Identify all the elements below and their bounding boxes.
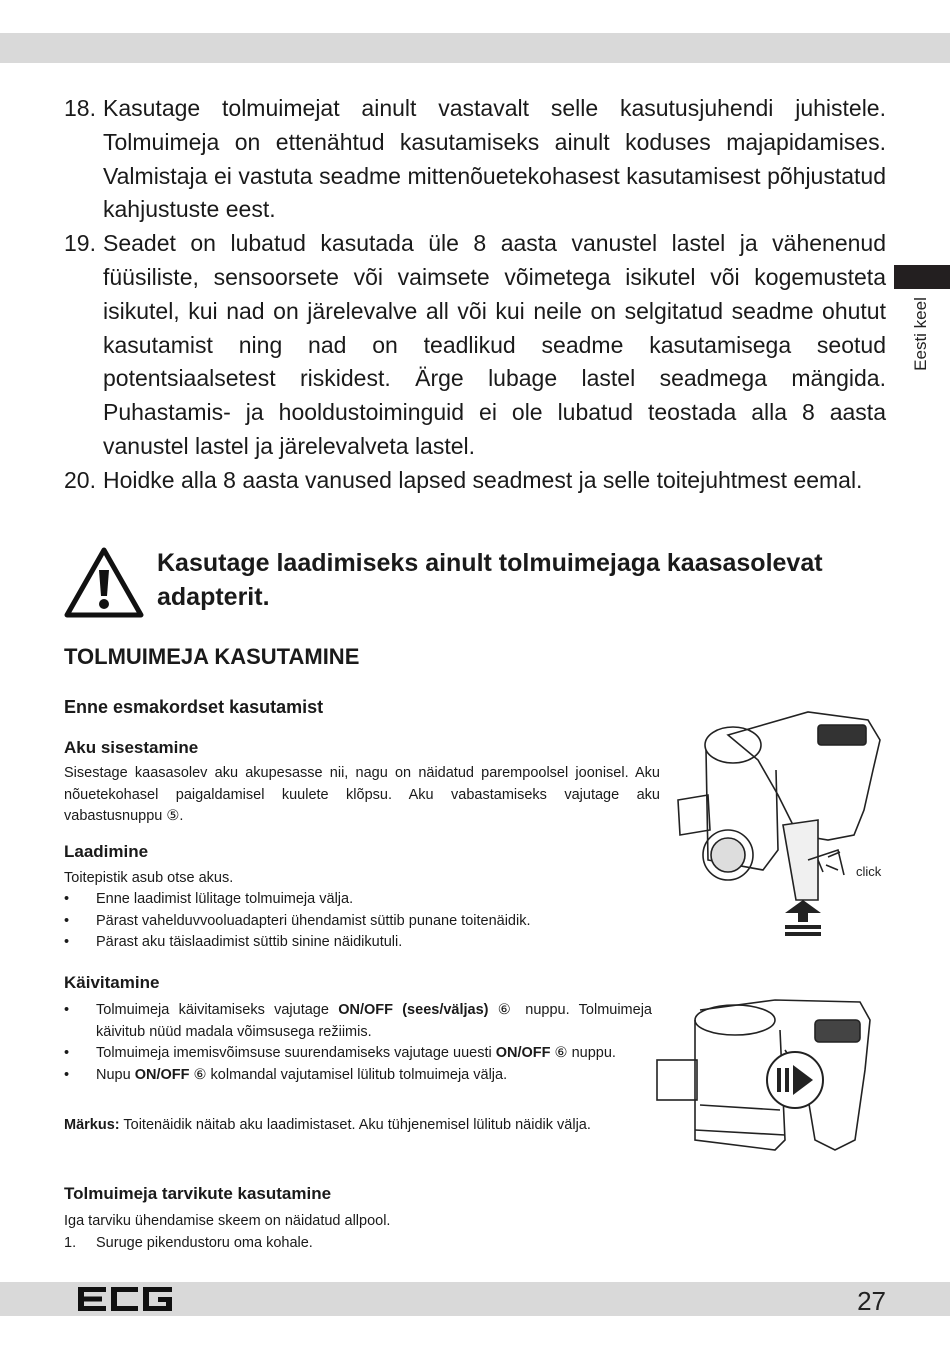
list-item: 1. Suruge pikendustoru oma kohale. — [64, 1235, 313, 1251]
list-item: • Nupu ON/OFF ⑥ kolmandal vajutamisel lülitub tolmuimeja välja. — [64, 1066, 508, 1083]
list-item: • Tolmuimeja käivitamiseks vajutage ON/OFF (sees/väljas) ⑥ nuppu. Tolmuimeja käivitub nüüd madala võimsusega režiimis. — [64, 1002, 652, 1040]
ecg-logo — [78, 1287, 172, 1311]
note: Märkus: Toitenäidik näitab aku laadimistaset. Aku tühjenemisel lülitub näidik välja. — [64, 1117, 591, 1133]
start-heading: Käivitamine — [64, 973, 160, 992]
click-label: click — [856, 864, 882, 879]
battery-text: Sisestage kaasasolev aku akupesasse nii, nagu on näidatud parempoolsel joonisel. Aku nõuetekohasel paigaldamisel kuulete klõpsu. Aku vabastamiseks vajutage aku vabastusnuppu ⑤. — [64, 765, 660, 824]
section-title: TOLMUIMEJA KASUTAMINE — [64, 644, 360, 669]
language-label: Eesti keel — [911, 297, 930, 371]
subsection-title: Enne esmakordset kasutamist — [64, 697, 324, 717]
battery-heading: Aku sisestamine — [64, 738, 199, 757]
list-item: • Enne laadimist lülitage tolmuimeja välja. — [64, 891, 354, 907]
charging-intro: Toitepistik asub otse akus. — [64, 870, 234, 886]
list-item: 20. Hoidke alla 8 aasta vanused lapsed seadmest ja selle toitejuhtmest eemal. — [64, 466, 863, 493]
accessories-heading: Tolmuimeja tarvikute kasutamine — [64, 1184, 332, 1203]
accessories-steps — [64, 1233, 313, 1255]
list-item: 19. Seadet on lubatud kasutada üle 8 aasta vanustel lastel ja vähenenud füüsiliste, sensoorsete või vaimsete võimetega isikutel või kogemusteta isikutel, kui nad on järelevalve all või kui neile on selgitatud seadme ohutut kasutamist ning nad on teadlikud seadme kasutamisega seotud potentsiaalsetest riskidest. Ärge lubage lastel seadmega mängida. Puhastamis- ja hooldustoiminguid ei ole lubatud teostada alla 8 aasta vanustel lastel ja järelevalveta lastel. — [64, 230, 886, 459]
list-item: • Pärast aku täislaadimist süttib sinine näidikutuli. — [64, 934, 403, 950]
power-button-figure — [655, 990, 889, 1160]
list-item: 18. Kasutage tolmuimejat ainult vastavalt selle kasutusjuhendi juhistele. Tolmuimeja on ettenähtud kasutamiseks ainult koduses majapidamises. Valmistaja ei vastuta seadme mittenõuetekohasest kasutamisest põhjustatud kahjustuste eest. — [64, 95, 886, 223]
top-bar — [0, 33, 950, 63]
page-number: 27 — [857, 1286, 886, 1316]
battery-insertion-figure — [668, 700, 890, 940]
language-tab — [894, 265, 950, 289]
safety-list — [64, 92, 886, 498]
warning-icon — [64, 546, 144, 618]
warning-text: Kasutage laadimiseks ainult tolmuimejaga kaasasolevat adapterit. — [157, 549, 823, 611]
charging-bullets — [64, 889, 660, 954]
start-bullets — [64, 1000, 652, 1086]
list-item: • Pärast vahelduvvooluadapteri ühendamist süttib punane toitenäidik. — [64, 912, 531, 929]
accessories-intro: Iga tarviku ühendamise skeem on näidatud allpool. — [64, 1213, 391, 1229]
list-item: • Tolmuimeja imemisvõimsuse suurendamiseks vajutage uuesti ON/OFF ⑥ nuppu. — [64, 1045, 616, 1061]
charging-heading: Laadimine — [64, 842, 149, 861]
